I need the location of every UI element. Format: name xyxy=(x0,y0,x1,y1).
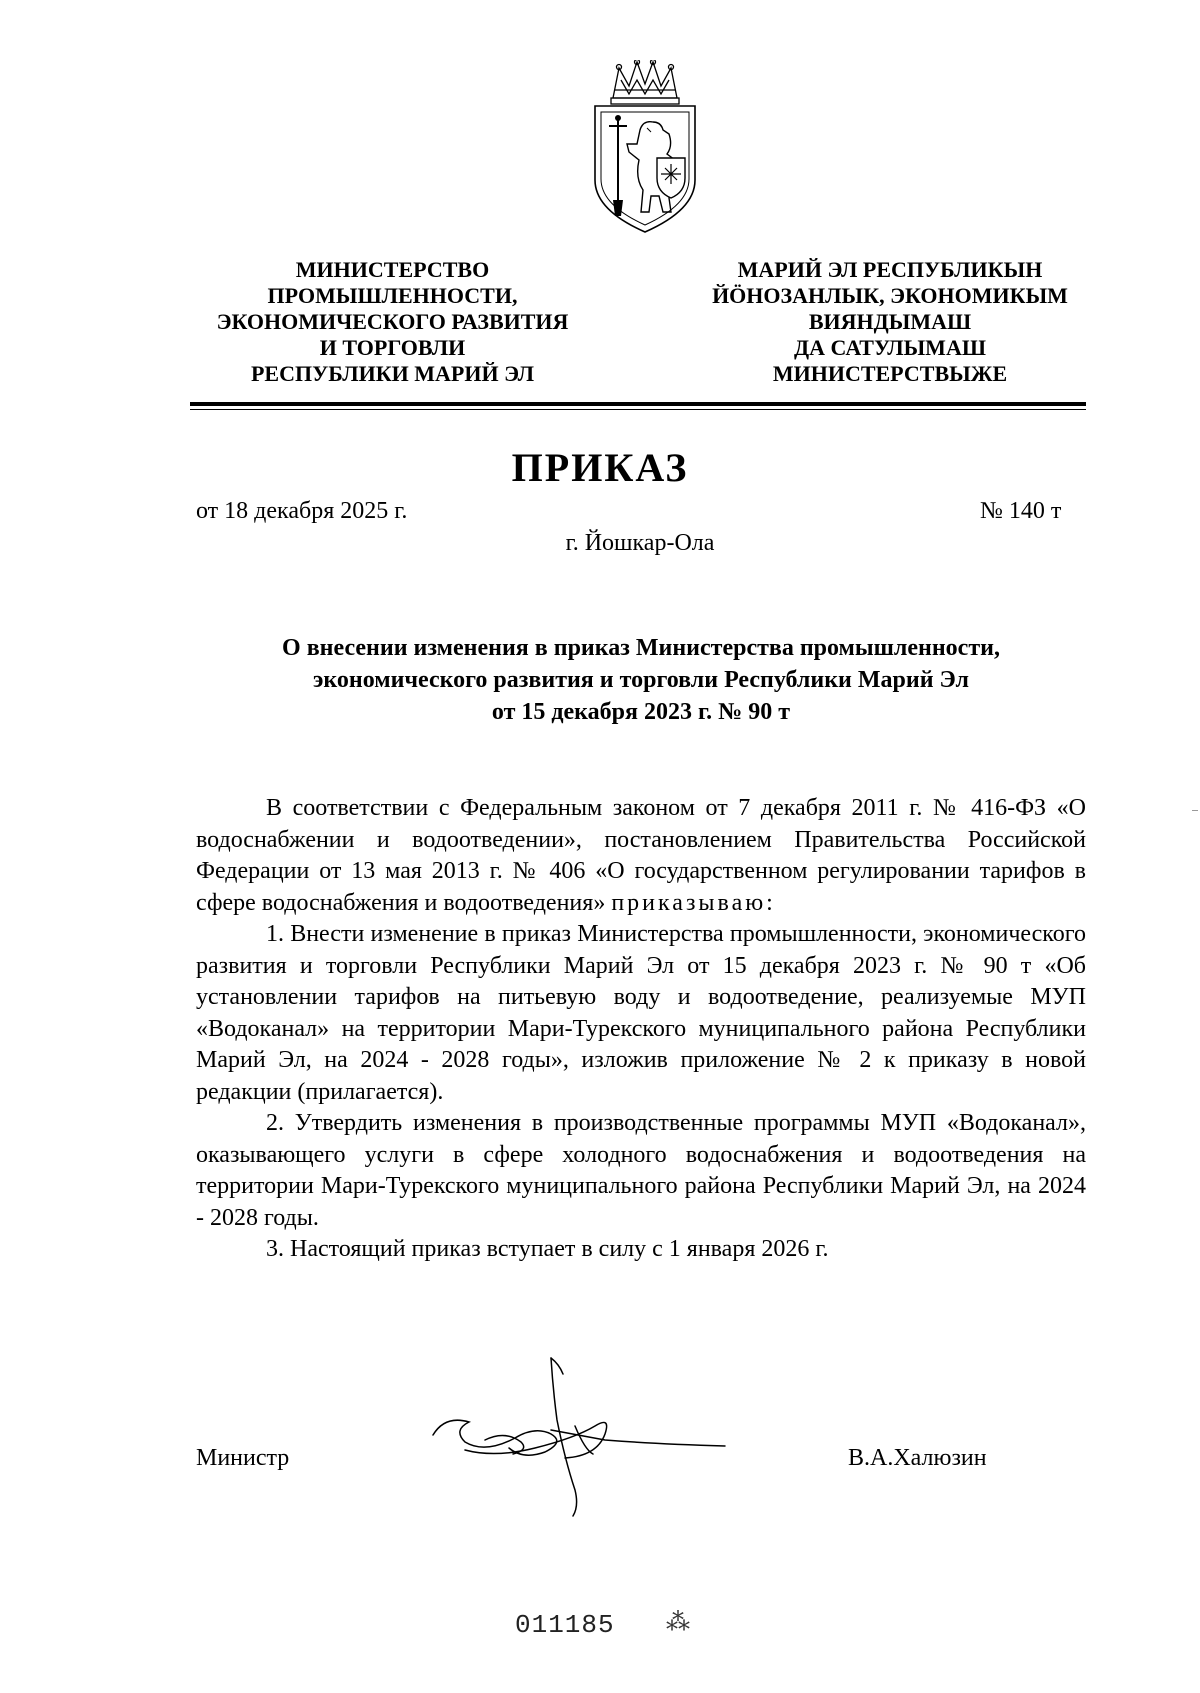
document-subject: О внесении изменения в приказ Министерства промышленности, экономического развития и торговли Республики Марий Эл от 15 декабря 2023 г. № 90 т xyxy=(282,635,1000,725)
document-title: ПРИКАЗ xyxy=(511,445,689,490)
asterism-mark: ⁂ xyxy=(666,1610,690,1636)
ministry-name-russian: МИНИСТЕРСТВО ПРОМЫШЛЕННОСТИ, ЭКОНОМИЧЕСКОГО РАЗВИТИЯ И ТОРГОВЛИ РЕСПУБЛИКИ МАРИЙ ЭЛ xyxy=(216,257,569,386)
document-date: от 18 декабря 2025 г. xyxy=(196,498,408,524)
item-1: 1. Внести изменение в приказ Министерства промышленности, экономического развития и торговли Республики Марий Эл от 15 декабря 2023 г. № 90 т «Об установлении тарифов на питьевую воду и водоотведение, реализуемые МУП «Водоканал» на территории Мари-Турекского муниципального района Республики Марий Эл, на 2024 - 2028 годы», изложив приложение № 2 к приказу в новой редакции (прилагается). xyxy=(196,921,1086,1105)
header-divider-thick xyxy=(190,402,1086,406)
order-word: приказываю: xyxy=(611,889,776,916)
handwritten-signature xyxy=(425,1330,745,1520)
coat-of-arms-icon xyxy=(585,60,705,235)
document-number: № 140 т xyxy=(980,498,1062,524)
ministry-name-mari: МАРИЙ ЭЛ РЕСПУБЛИКЫН ЙӦНОЗАНЛЫК, ЭКОНОМИКЫМ ВИЯНДЫМАШ ДА САТУЛЫМАШ МИНИСТЕРСТВЫЖЕ xyxy=(712,257,1068,386)
margin-mark xyxy=(1192,810,1198,811)
preamble-paragraph: В соответствии с Федеральным законом от 7 декабря 2011 г. № 416-ФЗ «О водоснабжении и водоотведении», постановлением Правительства Российской Федерации от 13 мая 2013 г. № 406 «О государственном регулировании тарифов в сфере водоснабжения и водоотведения» приказываю: xyxy=(196,795,1086,916)
document-body xyxy=(196,793,1086,1266)
signer-title: Министр xyxy=(196,1445,290,1471)
document-city: г. Йошкар-Ола xyxy=(565,530,715,556)
serial-number: 011185 xyxy=(515,1610,615,1640)
signer-name: В.А.Халюзин xyxy=(848,1445,987,1471)
item-2: 2. Утвердить изменения в производственные программы МУП «Водоканал», оказывающего услуги в сфере холодного водоснабжения и водоотведения на территории Мари-Турекского муниципального района Республики Марий Эл, на 2024 - 2028 годы. xyxy=(196,1110,1086,1231)
item-3: 3. Настоящий приказ вступает в силу с 1 января 2026 г. xyxy=(266,1236,829,1262)
header-divider-thin xyxy=(190,409,1086,410)
